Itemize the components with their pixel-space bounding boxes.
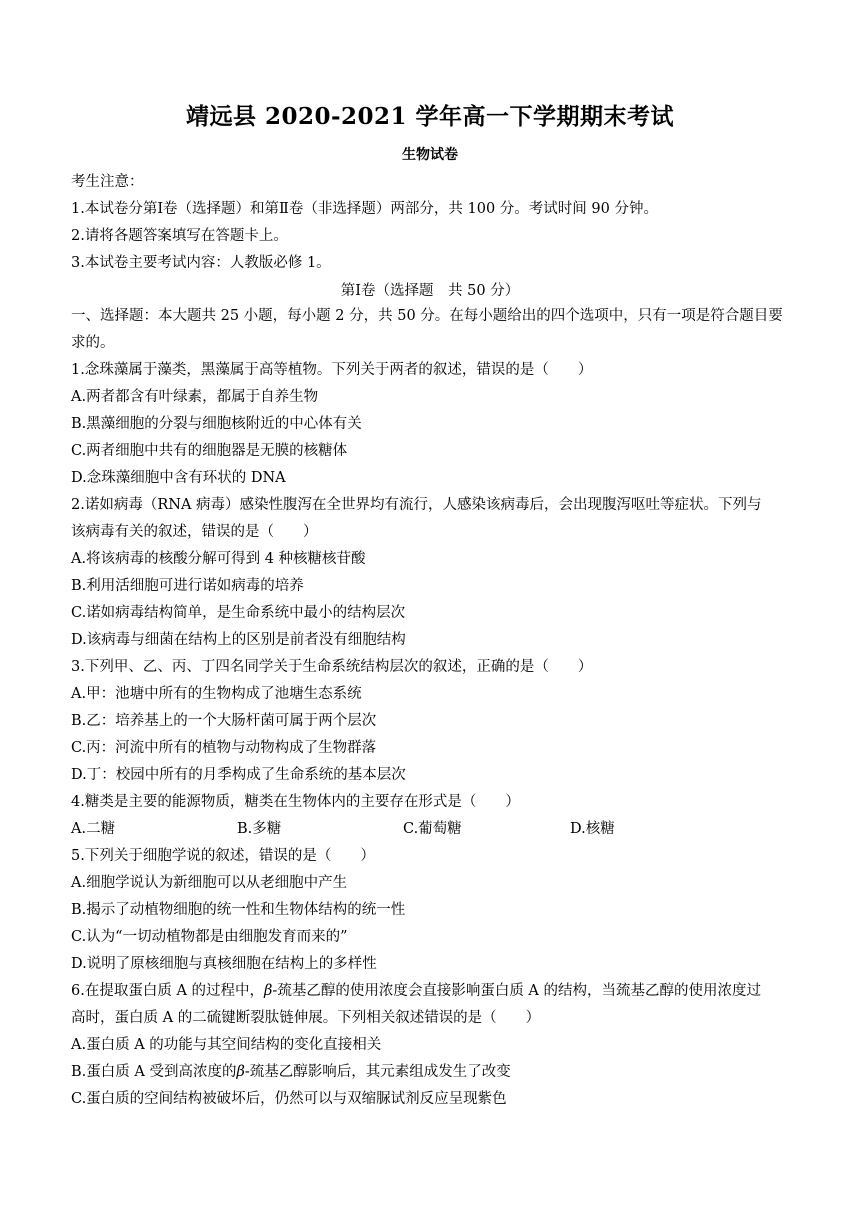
answer-option: A.两者都含有叶绿素，都属于自养生物 <box>71 389 319 405</box>
answer-option: D.核糖 <box>570 821 615 837</box>
question-stem <box>71 981 761 1001</box>
question-stem-part: 6.在提取蛋白质 A 的过程中， <box>71 983 265 999</box>
section-title: 第Ⅰ卷（选择题 共 50 分） <box>340 283 520 299</box>
answer-option: B.乙：培养基上的一个大肠杆菌可属于两个层次 <box>71 713 377 729</box>
notice-item: 1.本试卷分第Ⅰ卷（选择题）和第Ⅱ卷（非选择题）两部分，共 100 分。考试时间 90 分钟。 <box>71 201 658 217</box>
answer-option: B.多糖 <box>237 821 282 837</box>
answer-option: C.丙：河流中所有的植物与动物构成了生物群落 <box>71 740 377 756</box>
answer-option-part: B.蛋白质 A 受到高浓度的 <box>71 1064 237 1080</box>
answer-option: B.揭示了动植物细胞的统一性和生物体结构的统一性 <box>71 902 406 918</box>
answer-option: D.说明了原核细胞与真核细胞在结构上的多样性 <box>71 956 377 972</box>
question-stem: 5.下列关于细胞学说的叙述，错误的是（ ） <box>71 848 375 864</box>
answer-option: C.两者细胞中共有的细胞器是无膜的核糖体 <box>71 443 348 459</box>
question-stem: 3.下列甲、乙、丙、丁四名同学关于生命系统结构层次的叙述，正确的是（ ） <box>71 659 593 675</box>
question-stem: 1.念珠藻属于藻类，黑藻属于高等植物。下列关于两者的叙述，错误的是（ ） <box>71 362 593 378</box>
answer-option: A.甲：池塘中所有的生物构成了池塘生态系统 <box>71 686 362 702</box>
answer-option-part: -巯基乙醇影响后，其元素组成发生了改变 <box>244 1064 511 1080</box>
question-stem-part: -巯基乙醇的使用浓度会直接影响蛋白质 A 的结构，当巯基乙醇的使用浓度过 <box>272 983 762 999</box>
page-subtitle: 生物试卷 <box>402 147 458 163</box>
answer-option: A.细胞学说认为新细胞可以从老细胞中产生 <box>71 875 348 891</box>
instructions-line: 求的。 <box>71 335 115 351</box>
answer-option: D.念珠藻细胞中含有环状的 DNA <box>71 470 286 486</box>
answer-option: A.蛋白质 A 的功能与其空间结构的变化直接相关 <box>71 1037 382 1053</box>
instructions-line: 一、选择题：本大题共 25 小题，每小题 2 分，共 50 分。在每小题给出的四个选项中，只有一项是符合题目要 <box>71 308 783 324</box>
question-stem: 4.糖类是主要的能源物质，糖类在生物体内的主要存在形式是（ ） <box>71 794 520 810</box>
answer-option: C.诺如病毒结构简单，是生命系统中最小的结构层次 <box>71 605 406 621</box>
page-title: 靖远县 2020-2021 学年高一下学期期末考试 <box>185 103 675 130</box>
answer-option: A.二糖 <box>71 821 116 837</box>
question-stem: 该病毒有关的叙述，错误的是（ ） <box>71 524 318 540</box>
answer-option: D.丁：校园中所有的月季构成了生命系统的基本层次 <box>71 767 406 783</box>
answer-option: B.黑藻细胞的分裂与细胞核附近的中心体有关 <box>71 416 362 432</box>
notice-heading: 考生注意： <box>71 174 144 190</box>
answer-option: C.认为“一切动植物都是由细胞发育而来的” <box>71 929 348 945</box>
notice-item: 3.本试卷主要考试内容：人教版必修 1。 <box>71 255 331 271</box>
beta-symbol: β <box>236 1064 245 1080</box>
answer-option: D.该病毒与细菌在结构上的区别是前者没有细胞结构 <box>71 632 406 648</box>
answer-option: B.利用活细胞可进行诺如病毒的培养 <box>71 578 304 594</box>
answer-option: A.将该病毒的核酸分解可得到 4 种核糖核苷酸 <box>71 551 366 567</box>
question-stem: 高时，蛋白质 A 的二硫键断裂肽链伸展。下列相关叙述错误的是（ ） <box>71 1010 541 1026</box>
beta-symbol: β <box>264 983 273 999</box>
question-stem: 2.诺如病毒（RNA 病毒）感染性腹泻在全世界均有流行，人感染该病毒后，会出现腹泻呕吐等症状。下列与 <box>71 497 762 513</box>
notice-item: 2.请将各题答案填写在答题卡上。 <box>71 228 288 244</box>
answer-option: C.葡萄糖 <box>403 821 462 837</box>
answer-option <box>71 1062 511 1082</box>
answer-option: C.蛋白质的空间结构被破坏后，仍然可以与双缩脲试剂反应呈现紫色 <box>71 1091 507 1107</box>
